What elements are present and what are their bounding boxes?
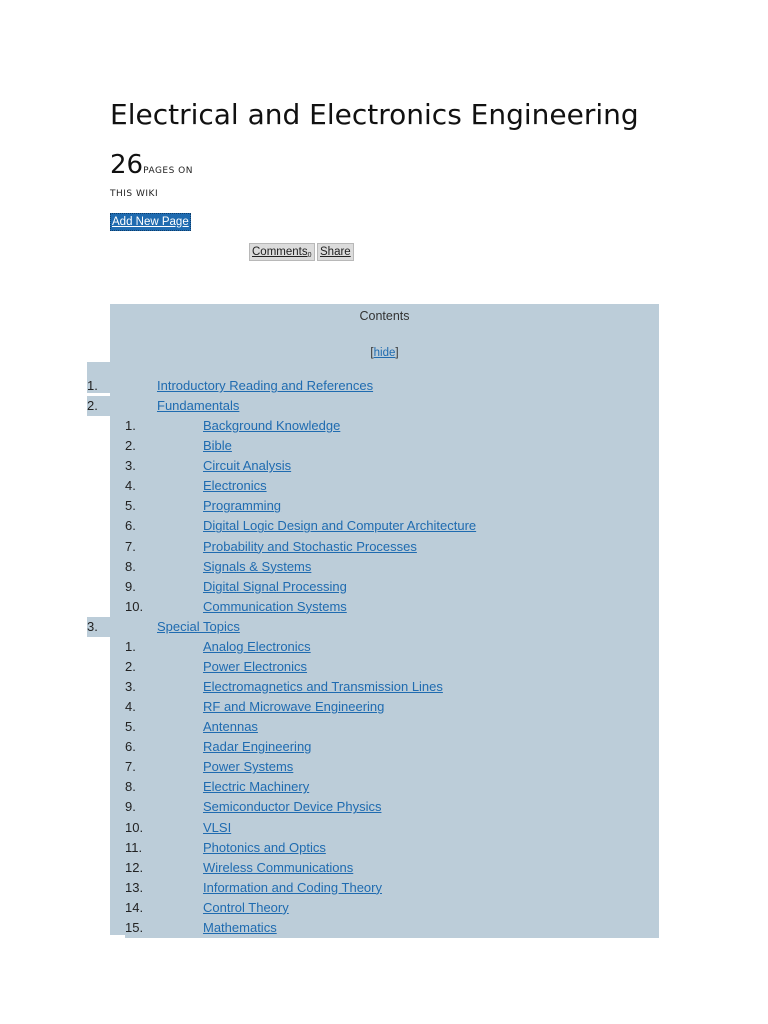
toc-subsection-item: [125, 818, 659, 838]
toc-subsection-link[interactable]: Electric Machinery: [203, 779, 310, 795]
toc-hide-close-bracket: ]: [395, 347, 399, 359]
add-new-page-button[interactable]: Add New Page: [110, 213, 191, 231]
toc-subsection-link[interactable]: Semiconductor Device Physics: [203, 799, 382, 815]
toc-subsection-number: 8.: [125, 779, 136, 795]
toc-subsection-number: 14.: [125, 899, 144, 915]
toc-subsection-number: 3.: [125, 458, 136, 474]
toc-subsection-link[interactable]: Analog Electronics: [203, 638, 311, 654]
toc-subsection-item: [125, 537, 659, 557]
toc-subsection-number: 7.: [125, 538, 136, 554]
toc-subsection-item: [125, 496, 659, 516]
toc-subsection-link[interactable]: VLSI: [203, 819, 232, 835]
toc-section-link[interactable]: Introductory Reading and References: [157, 378, 374, 393]
comments-count: 0: [307, 252, 312, 259]
toc-subsection-link[interactable]: Probability and Stochastic Processes: [203, 538, 417, 554]
toc-section-link[interactable]: Fundamentals: [157, 398, 240, 414]
toc-subsection-link[interactable]: Digital Logic Design and Computer Architecture: [203, 518, 477, 534]
toc-subsection-link[interactable]: Circuit Analysis: [203, 458, 292, 474]
toc-subsection-item: [125, 597, 659, 617]
toc-section-number: 1.: [87, 378, 98, 393]
page-title: Electrical and Electronics Engineering: [110, 98, 639, 131]
toc-subsection-link[interactable]: Photonics and Optics: [203, 839, 326, 855]
toc-section-number: 2.: [87, 398, 98, 414]
toc-subsection-link[interactable]: Radar Engineering: [203, 739, 312, 755]
toc-subsection-link[interactable]: Signals & Systems: [203, 558, 312, 574]
toc-hide-link[interactable]: hide: [373, 347, 396, 359]
page-count-number: 26: [110, 150, 144, 180]
toc-subsection-number: 11.: [125, 839, 143, 855]
toc-subsection-item: [125, 436, 659, 456]
toc-section-link[interactable]: Special Topics: [157, 618, 240, 634]
toc-subsection-item: [125, 737, 659, 757]
toc-subsection-number: 3.: [125, 679, 136, 695]
toc-subsection-link[interactable]: Bible: [203, 438, 232, 454]
toc-subsection-item: [125, 456, 659, 476]
toc-subsection-link[interactable]: Digital Signal Processing: [203, 578, 347, 594]
toc-subsection-number: 10.: [125, 598, 144, 614]
toc-subsection-item: [125, 918, 659, 938]
toc-subsection-item: [125, 898, 659, 918]
toc-subsection-item: [125, 858, 659, 878]
toc-subsection-item: [125, 878, 659, 898]
toc-section-number: 3.: [87, 618, 98, 634]
toc-subsection-item: [125, 697, 659, 717]
toc-subsection-item: [125, 416, 659, 436]
toc-subsection-item: [125, 757, 659, 777]
toc-subsection-link[interactable]: Power Systems: [203, 759, 294, 775]
toc-subsection-item: [125, 677, 659, 697]
toc-subsection-item: [125, 717, 659, 737]
toc-subsection-number: 9.: [125, 578, 136, 594]
toc-subsection-link[interactable]: Mathematics: [203, 919, 277, 935]
toc-subsection-item: [125, 657, 659, 677]
share-button[interactable]: Share: [317, 243, 354, 261]
toc-subsection-item: [125, 777, 659, 797]
toc-subsection-number: 13.: [125, 879, 144, 895]
toc-subsection-link[interactable]: Programming: [203, 498, 282, 514]
toc-subsection-number: 15.: [125, 919, 144, 935]
toc-subsection-number: 12.: [125, 859, 144, 875]
toc-subsection-link[interactable]: Electronics: [203, 478, 267, 494]
toc-subsection-item: [125, 838, 659, 858]
toc-section-item: [87, 376, 659, 396]
toc-subsection-link[interactable]: Electromagnetics and Transmission Lines: [203, 679, 443, 695]
toc-subsection-item: [125, 516, 659, 536]
comments-button[interactable]: [249, 243, 315, 261]
toc-subsection-item: [125, 577, 659, 597]
toc-subsection-number: 2.: [125, 658, 136, 674]
toc-subsection-number: 4.: [125, 699, 136, 715]
toc-subsection-number: 9.: [125, 799, 136, 815]
toc-subsection-number: 6.: [125, 739, 136, 755]
toc-subsection-link[interactable]: Control Theory: [203, 899, 289, 915]
toc-subsection-number: 2.: [125, 438, 136, 454]
toc-subsection-link[interactable]: Communication Systems: [203, 598, 347, 614]
toc-subsection-item: [125, 797, 659, 817]
comments-label: Comments: [252, 246, 308, 258]
page-count-label-2: THIS WIKI: [110, 189, 159, 199]
toc-subsection-link[interactable]: Information and Coding Theory: [203, 879, 382, 895]
toc-subsection-number: 1.: [125, 418, 136, 434]
toc-subsection-number: 5.: [125, 719, 136, 735]
toc-subsection-link[interactable]: RF and Microwave Engineering: [203, 699, 385, 715]
toc-subsection-link[interactable]: Antennas: [203, 719, 258, 735]
toc-title: Contents: [359, 309, 410, 323]
toc-hide-open-bracket: [: [370, 347, 374, 359]
toc-subsection-link[interactable]: Wireless Communications: [203, 859, 354, 875]
toc-subsection-number: 5.: [125, 498, 136, 514]
toc-subsection-number: 6.: [125, 518, 136, 534]
page-count-label: PAGES ON: [143, 166, 193, 176]
toc-subsection-item: [125, 637, 659, 657]
toc-subsection-link[interactable]: Power Electronics: [203, 658, 308, 674]
toc-section-item: [87, 617, 659, 637]
toc-subsection-number: 7.: [125, 759, 136, 775]
toc-subsection-number: 8.: [125, 558, 136, 574]
toc-hide-toggle: [110, 347, 659, 359]
toc-section-item: [87, 396, 659, 416]
toc-subsection-item: [125, 476, 659, 496]
page-count: [110, 150, 193, 180]
toc-subsection-link[interactable]: Background Knowledge: [203, 418, 341, 434]
toc-subsection-number: 10.: [125, 819, 144, 835]
toc-subsection-number: 4.: [125, 478, 136, 494]
toc-subsection-item: [125, 557, 659, 577]
toc-subsection-number: 1.: [125, 638, 136, 654]
